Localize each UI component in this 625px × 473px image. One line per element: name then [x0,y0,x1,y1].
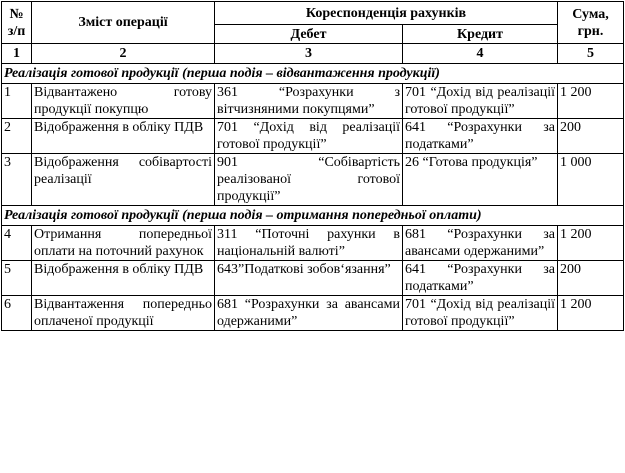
column-number: 3 [215,44,403,64]
row-debit: 311 “Поточні рахунки в національній валюті” [215,226,403,261]
row-sum: 1 000 [558,154,624,206]
row-number: 2 [2,119,32,154]
column-number: 1 [2,44,32,64]
table-row [2,84,624,119]
row-debit: 901 “Собівартість реалізованої готової продукції” [215,154,403,206]
row-credit: 701 “Дохід від реалізації готової продукції” [403,84,558,119]
table-row [2,296,624,331]
header-row-1 [2,2,624,25]
row-sum: 200 [558,261,624,296]
row-content: Відображення в обліку ПДВ [32,261,215,296]
section-row [2,64,624,84]
row-debit: 681 “Розрахунки за авансами одержаними” [215,296,403,331]
section-title: Реалізація готової продукції (перша подія – відвантаження продукції) [2,64,624,84]
row-number: 4 [2,226,32,261]
row-sum: 1 200 [558,226,624,261]
table-row [2,261,624,296]
header-sum [558,2,624,44]
header-sum-line2: грн. [577,23,604,39]
column-number-row [2,44,624,64]
row-sum: 200 [558,119,624,154]
row-debit: 701 “Дохід від реалізації готової продукції” [215,119,403,154]
row-credit: 701 “Дохід від реалізації готової продукції” [403,296,558,331]
column-number: 2 [32,44,215,64]
row-number: 6 [2,296,32,331]
row-debit: 643”Податкові зобов‘язання” [215,261,403,296]
table-row [2,154,624,206]
journal-entries-table [1,1,624,331]
header-number-line1: № [9,6,24,22]
row-credit: 26 “Готова продукція” [403,154,558,206]
header-content: Зміст операції [32,2,215,44]
row-credit: 681 “Розрахунки за авансами одержаними” [403,226,558,261]
header-number [2,2,32,44]
row-credit: 641 “Розрахунки за податками” [403,119,558,154]
row-content: Відображення в обліку ПДВ [32,119,215,154]
row-credit: 641 “Розрахунки за податками” [403,261,558,296]
section-title: Реалізація готової продукції (перша подія – отримання попередньої оплати) [2,206,624,226]
row-sum: 1 200 [558,84,624,119]
row-number: 3 [2,154,32,206]
header-correspondence: Кореспонденція рахунків [215,2,558,25]
header-number-line2: з/п [7,23,26,39]
row-content: Відвантажено готову продукції покупцю [32,84,215,119]
column-number: 5 [558,44,624,64]
row-number: 1 [2,84,32,119]
header-sum-line1: Сума, [572,6,609,22]
header-debit: Дебет [215,25,403,44]
header-credit: Кредит [403,25,558,44]
row-content: Відвантаження попередньо оплаченої продукції [32,296,215,331]
table-row [2,226,624,261]
column-number: 4 [403,44,558,64]
row-number: 5 [2,261,32,296]
row-content: Відображення собівартості реалізації [32,154,215,206]
row-debit: 361 “Розрахунки з вітчизняними покупцями” [215,84,403,119]
row-sum: 1 200 [558,296,624,331]
table-row [2,119,624,154]
row-content: Отримання попередньої оплати на поточний рахунок [32,226,215,261]
section-row [2,206,624,226]
